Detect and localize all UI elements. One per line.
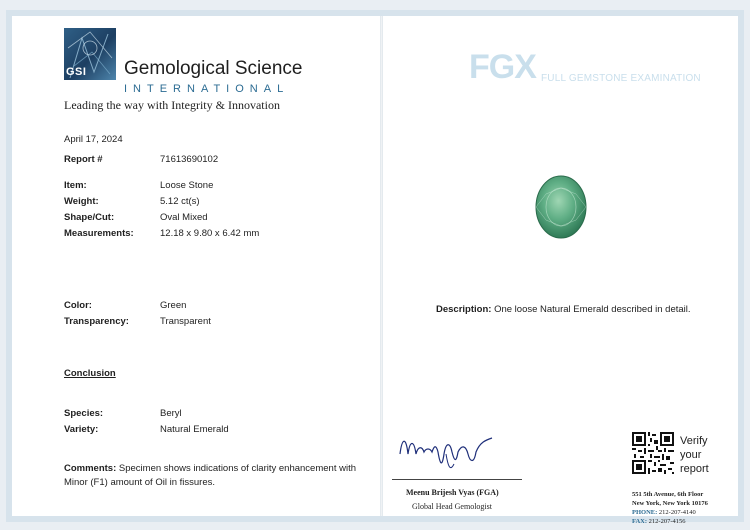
comments xyxy=(64,462,364,490)
fgx-logo: FGX xyxy=(469,48,536,86)
report-number-label: Report # xyxy=(64,154,103,165)
fax-value: 212-207-4156 xyxy=(648,518,686,525)
address-block xyxy=(632,490,708,526)
address-line-2: New York, New York 10176 xyxy=(632,500,708,507)
verify-line-1: Verify xyxy=(680,435,708,447)
weight-value: 5.12 ct(s) xyxy=(160,196,200,207)
species-label: Species: xyxy=(64,408,104,419)
verify-line-3: report xyxy=(680,463,709,475)
tagline: Leading the way with Integrity & Innovation xyxy=(64,98,280,112)
variety-value: Natural Emerald xyxy=(160,424,229,435)
phone-label: PHONE: xyxy=(632,509,658,516)
transparency-label: Transparency: xyxy=(64,316,129,327)
logo-title: Gemological Science xyxy=(124,58,303,79)
fax-row xyxy=(632,517,708,526)
emerald-stone-image xyxy=(534,174,588,240)
signature-image xyxy=(396,424,506,474)
measurements-label: Measurements: xyxy=(64,228,134,239)
address-line-1: 551 5th Avenue, 6th Floor xyxy=(632,491,704,498)
color-value: Green xyxy=(160,300,187,311)
color-label: Color: xyxy=(64,300,92,311)
signatory-title: Global Head Gemologist xyxy=(412,502,492,511)
qr-code-icon[interactable] xyxy=(632,432,674,474)
description-text: One loose Natural Emerald described in detail. xyxy=(494,304,691,315)
signature-line xyxy=(392,479,522,480)
item-value: Loose Stone xyxy=(160,180,214,191)
certificate-sheet xyxy=(6,10,744,525)
item-label: Item: xyxy=(64,180,87,191)
verify-report-link[interactable] xyxy=(680,434,709,476)
phone-value: 212-207-4140 xyxy=(658,509,696,516)
report-number-value: 71613690102 xyxy=(160,154,219,165)
weight-label: Weight: xyxy=(64,196,99,207)
measurements-value: 12.18 x 9.80 x 6.42 mm xyxy=(160,228,260,239)
comments-text: Specimen shows indications of clarity enhancement with Minor (F1) amount of Oil in fissures. xyxy=(64,463,356,488)
logo-subtitle: INTERNATIONAL xyxy=(124,83,290,95)
gsi-logo-mark: GSI xyxy=(66,66,87,78)
phone-row xyxy=(632,508,708,517)
gsi-logo-icon xyxy=(64,28,116,80)
report-date: April 17, 2024 xyxy=(64,134,123,145)
verify-line-2: your xyxy=(680,449,702,461)
variety-label: Variety: xyxy=(64,424,99,435)
fgx-subtitle: FULL GEMSTONE EXAMINATION xyxy=(541,73,701,84)
page-fold xyxy=(380,16,383,516)
transparency-value: Transparent xyxy=(160,316,211,327)
signatory-name: Meenu Brijesh Vyas (FGA) xyxy=(406,488,499,497)
species-value: Beryl xyxy=(160,408,182,419)
conclusion-heading: Conclusion xyxy=(64,368,116,379)
fax-label: FAX: xyxy=(632,518,648,525)
shape-label: Shape/Cut: xyxy=(64,212,115,223)
right-page xyxy=(384,16,738,525)
description-label: Description: xyxy=(436,304,492,315)
left-page xyxy=(12,16,378,516)
comments-label: Comments: xyxy=(64,463,117,474)
shape-value: Oval Mixed xyxy=(160,212,208,223)
description xyxy=(436,304,691,315)
